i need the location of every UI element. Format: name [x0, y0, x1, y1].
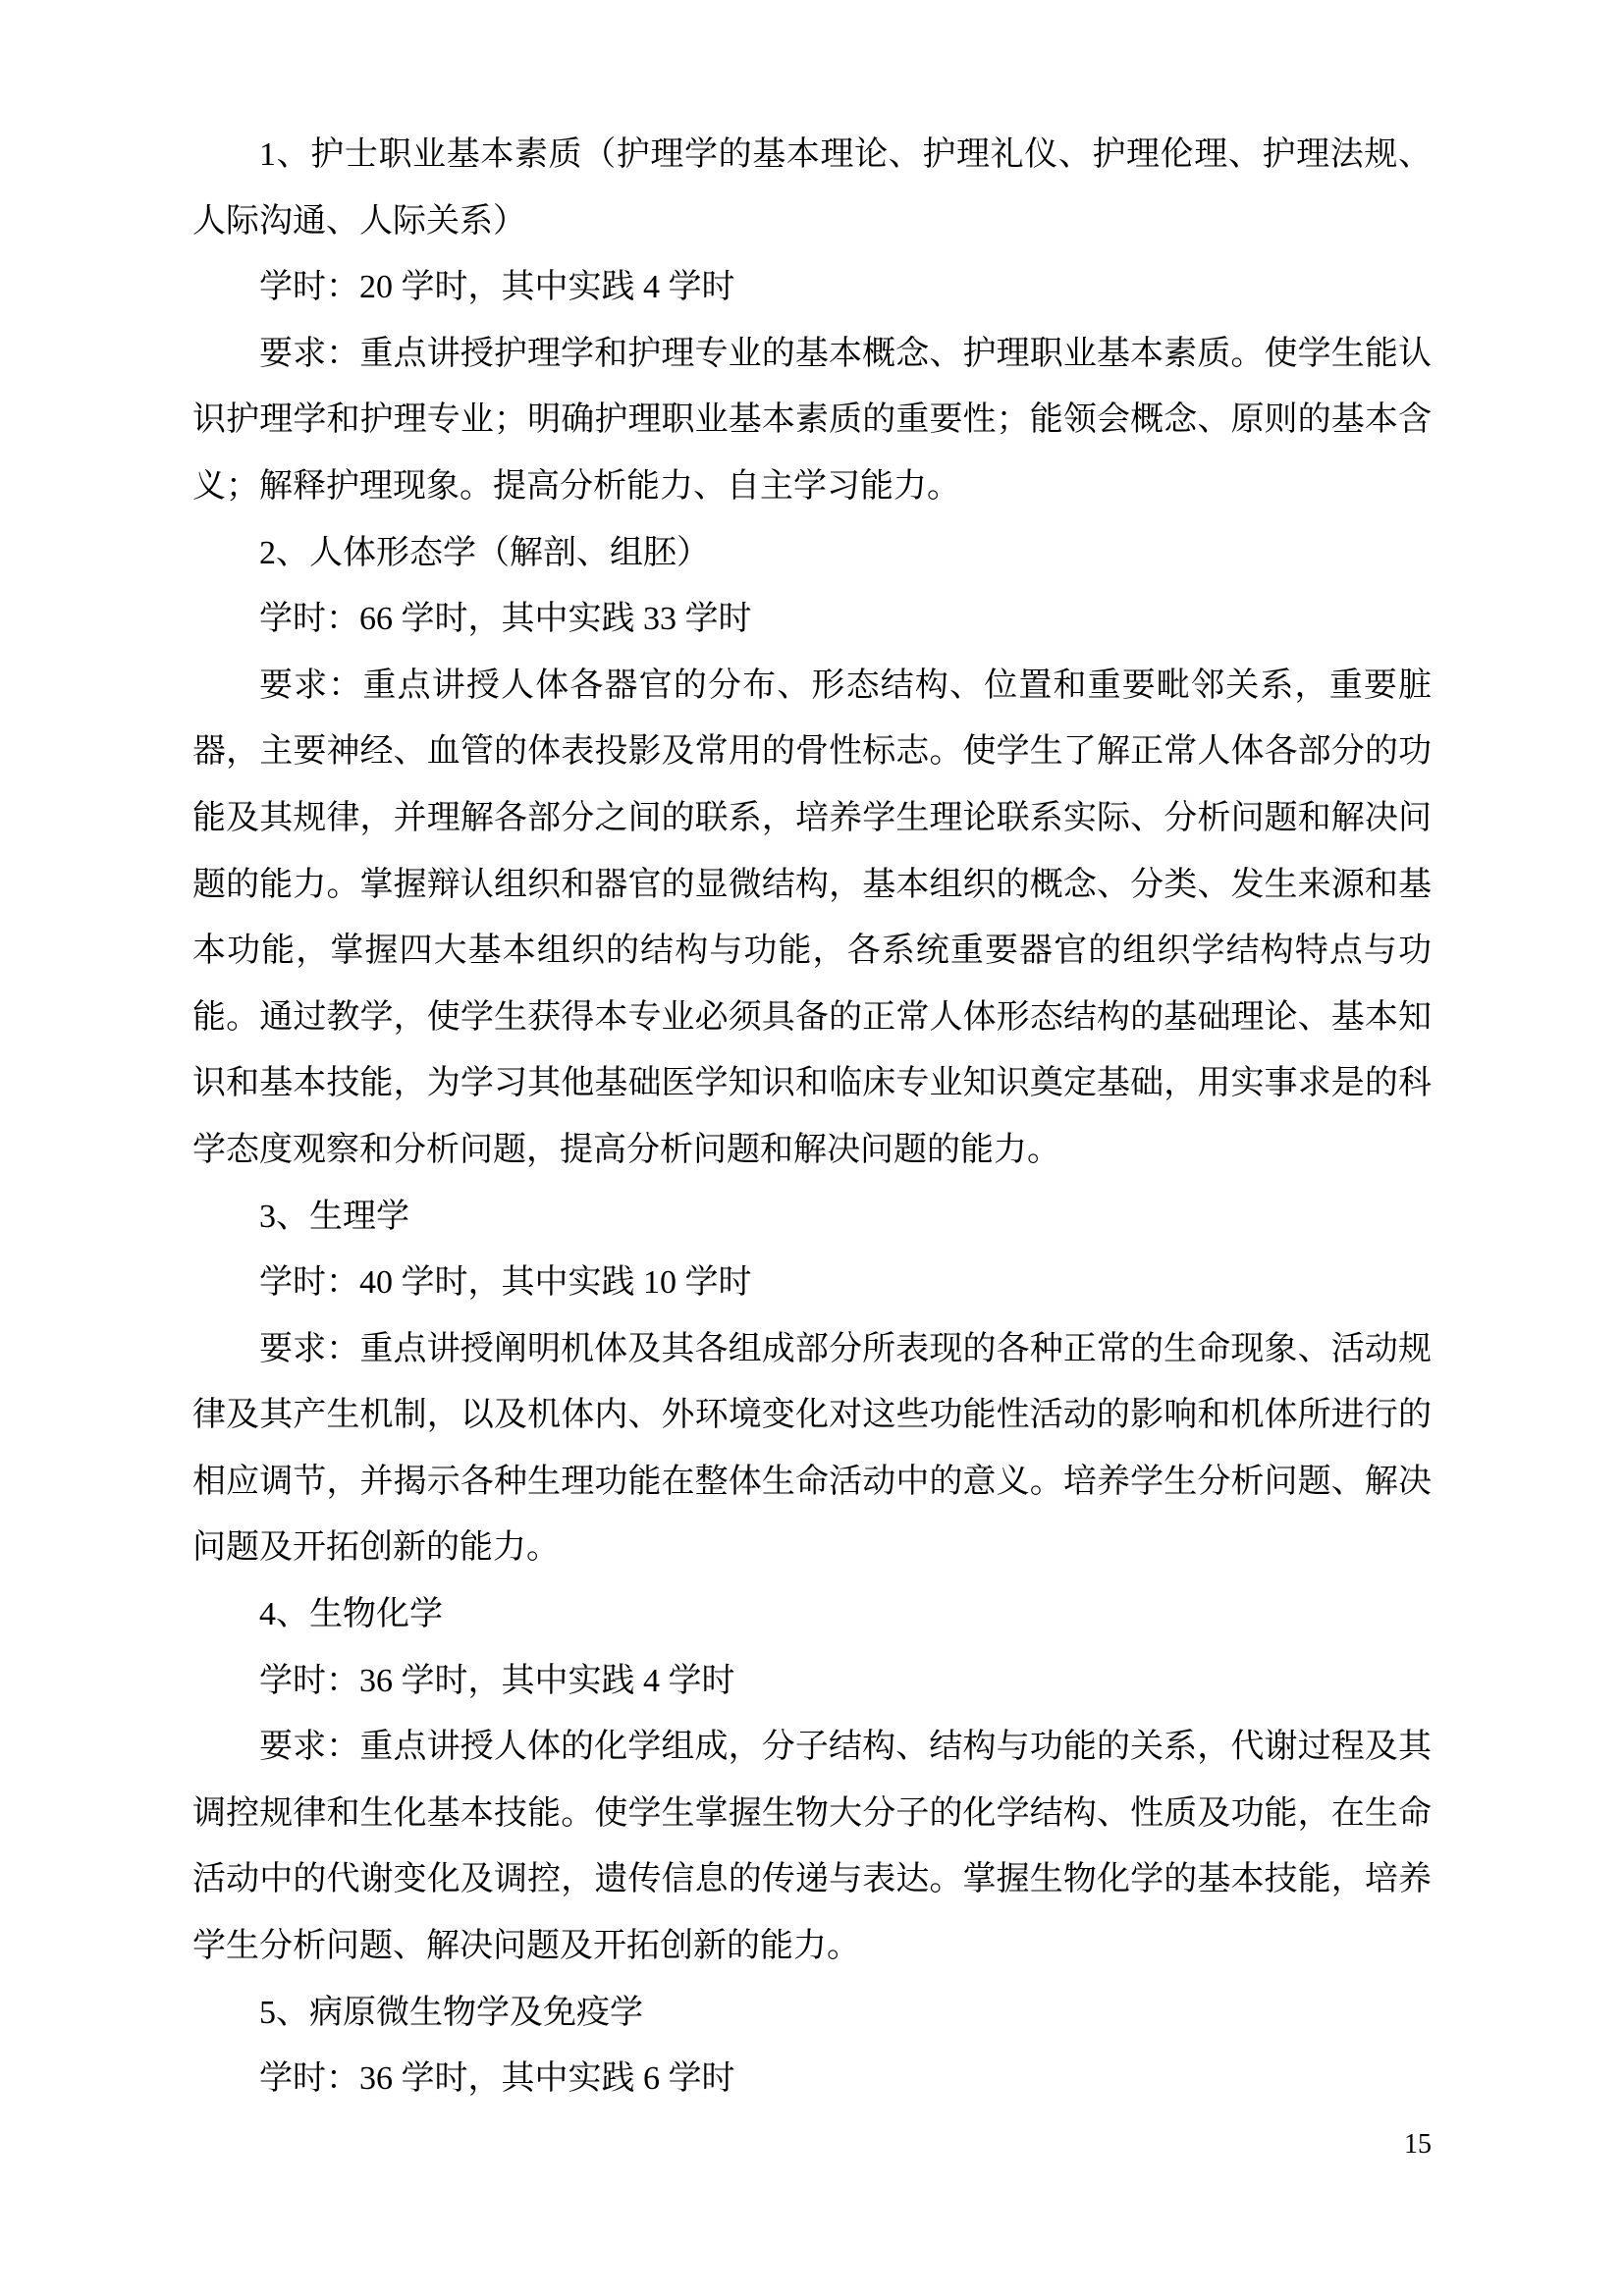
course-5-hours-paragraph: 学时：36 学时，其中实践 6 学时: [259, 2060, 735, 2098]
course-4-title-paragraph: 4、生物化学: [259, 1596, 443, 1633]
course-2-requirements-paragraph: 要求：重点讲授人体各器官的分布、形态结构、位置和重要毗邻关系，重要脏器，主要神经、血管的体表投影及常用的骨性标志。使学生了解正常人体各部分的功能及其规律，并理解各部分之间的联系，培养学生理论联系实际、分析问题和解决问题的能力。掌握辩认组织和器官的显微结构，基本组织的概念、分类、发生来源和基本功能，掌握四大基本组织的结构与功能，各系统重要器官的组织学结构特点与功能。通过教学，使学生获得本专业必须具备的正常人体形态结构的基础理论、基本知识和基本技能，为学习其他基础医学知识和临床专业知识奠定基础，用实事求是的科学态度观察和分析问题，提高分析问题和解决问题的能力。: [192, 667, 1432, 1168]
course-4-hours-paragraph: 学时：36 学时，其中实践 4 学时: [259, 1662, 735, 1699]
course-1-hours-paragraph: 学时：20 学时，其中实践 4 学时: [259, 269, 735, 306]
course-2-title-paragraph: 2、人体形态学（解剖、组胚）: [259, 534, 710, 571]
course-3-hours-paragraph: 学时：40 学时，其中实践 10 学时: [259, 1264, 752, 1302]
page-number: 15: [1404, 2129, 1432, 2160]
document-body: [192, 122, 1432, 2112]
course-4-requirements-paragraph: 要求：重点讲授人体的化学组成，分子结构、结构与功能的关系，代谢过程及其调控规律和生化基本技能。使学生掌握生物大分子的化学结构、性质及功能，在生命活动中的代谢变化及调控，遗传信息的传递与表达。掌握生物化学的基本技能，培养学生分析问题、解决问题及开拓创新的能力。: [192, 1729, 1432, 1965]
course-1-title-paragraph: 1、护士职业基本素质（护理学的基本理论、护理礼仪、护理伦理、护理法规、人际沟通、人际关系）: [192, 136, 1432, 240]
course-3-requirements-paragraph: 要求：重点讲授阐明机体及其各组成部分所表现的各种正常的生命现象、活动规律及其产生机制，以及机体内、外环境变化对这些功能性活动的影响和机体所进行的相应调节，并揭示各种生理功能在整体生命活动中的意义。培养学生分析问题、解决问题及开拓创新的能力。: [192, 1330, 1432, 1567]
course-5-title-paragraph: 5、病原微生物学及免疫学: [259, 1994, 643, 2031]
course-1-requirements-paragraph: 要求：重点讲授护理学和护理专业的基本概念、护理职业基本素质。使学生能认识护理学和护理专业；明确护理职业基本素质的重要性；能领会概念、原则的基本含义；解释护理现象。提高分析能力、自主学习能力。: [192, 335, 1432, 505]
course-3-title-paragraph: 3、生理学: [259, 1198, 409, 1235]
course-2-hours-paragraph: 学时：66 学时，其中实践 33 学时: [259, 601, 752, 638]
